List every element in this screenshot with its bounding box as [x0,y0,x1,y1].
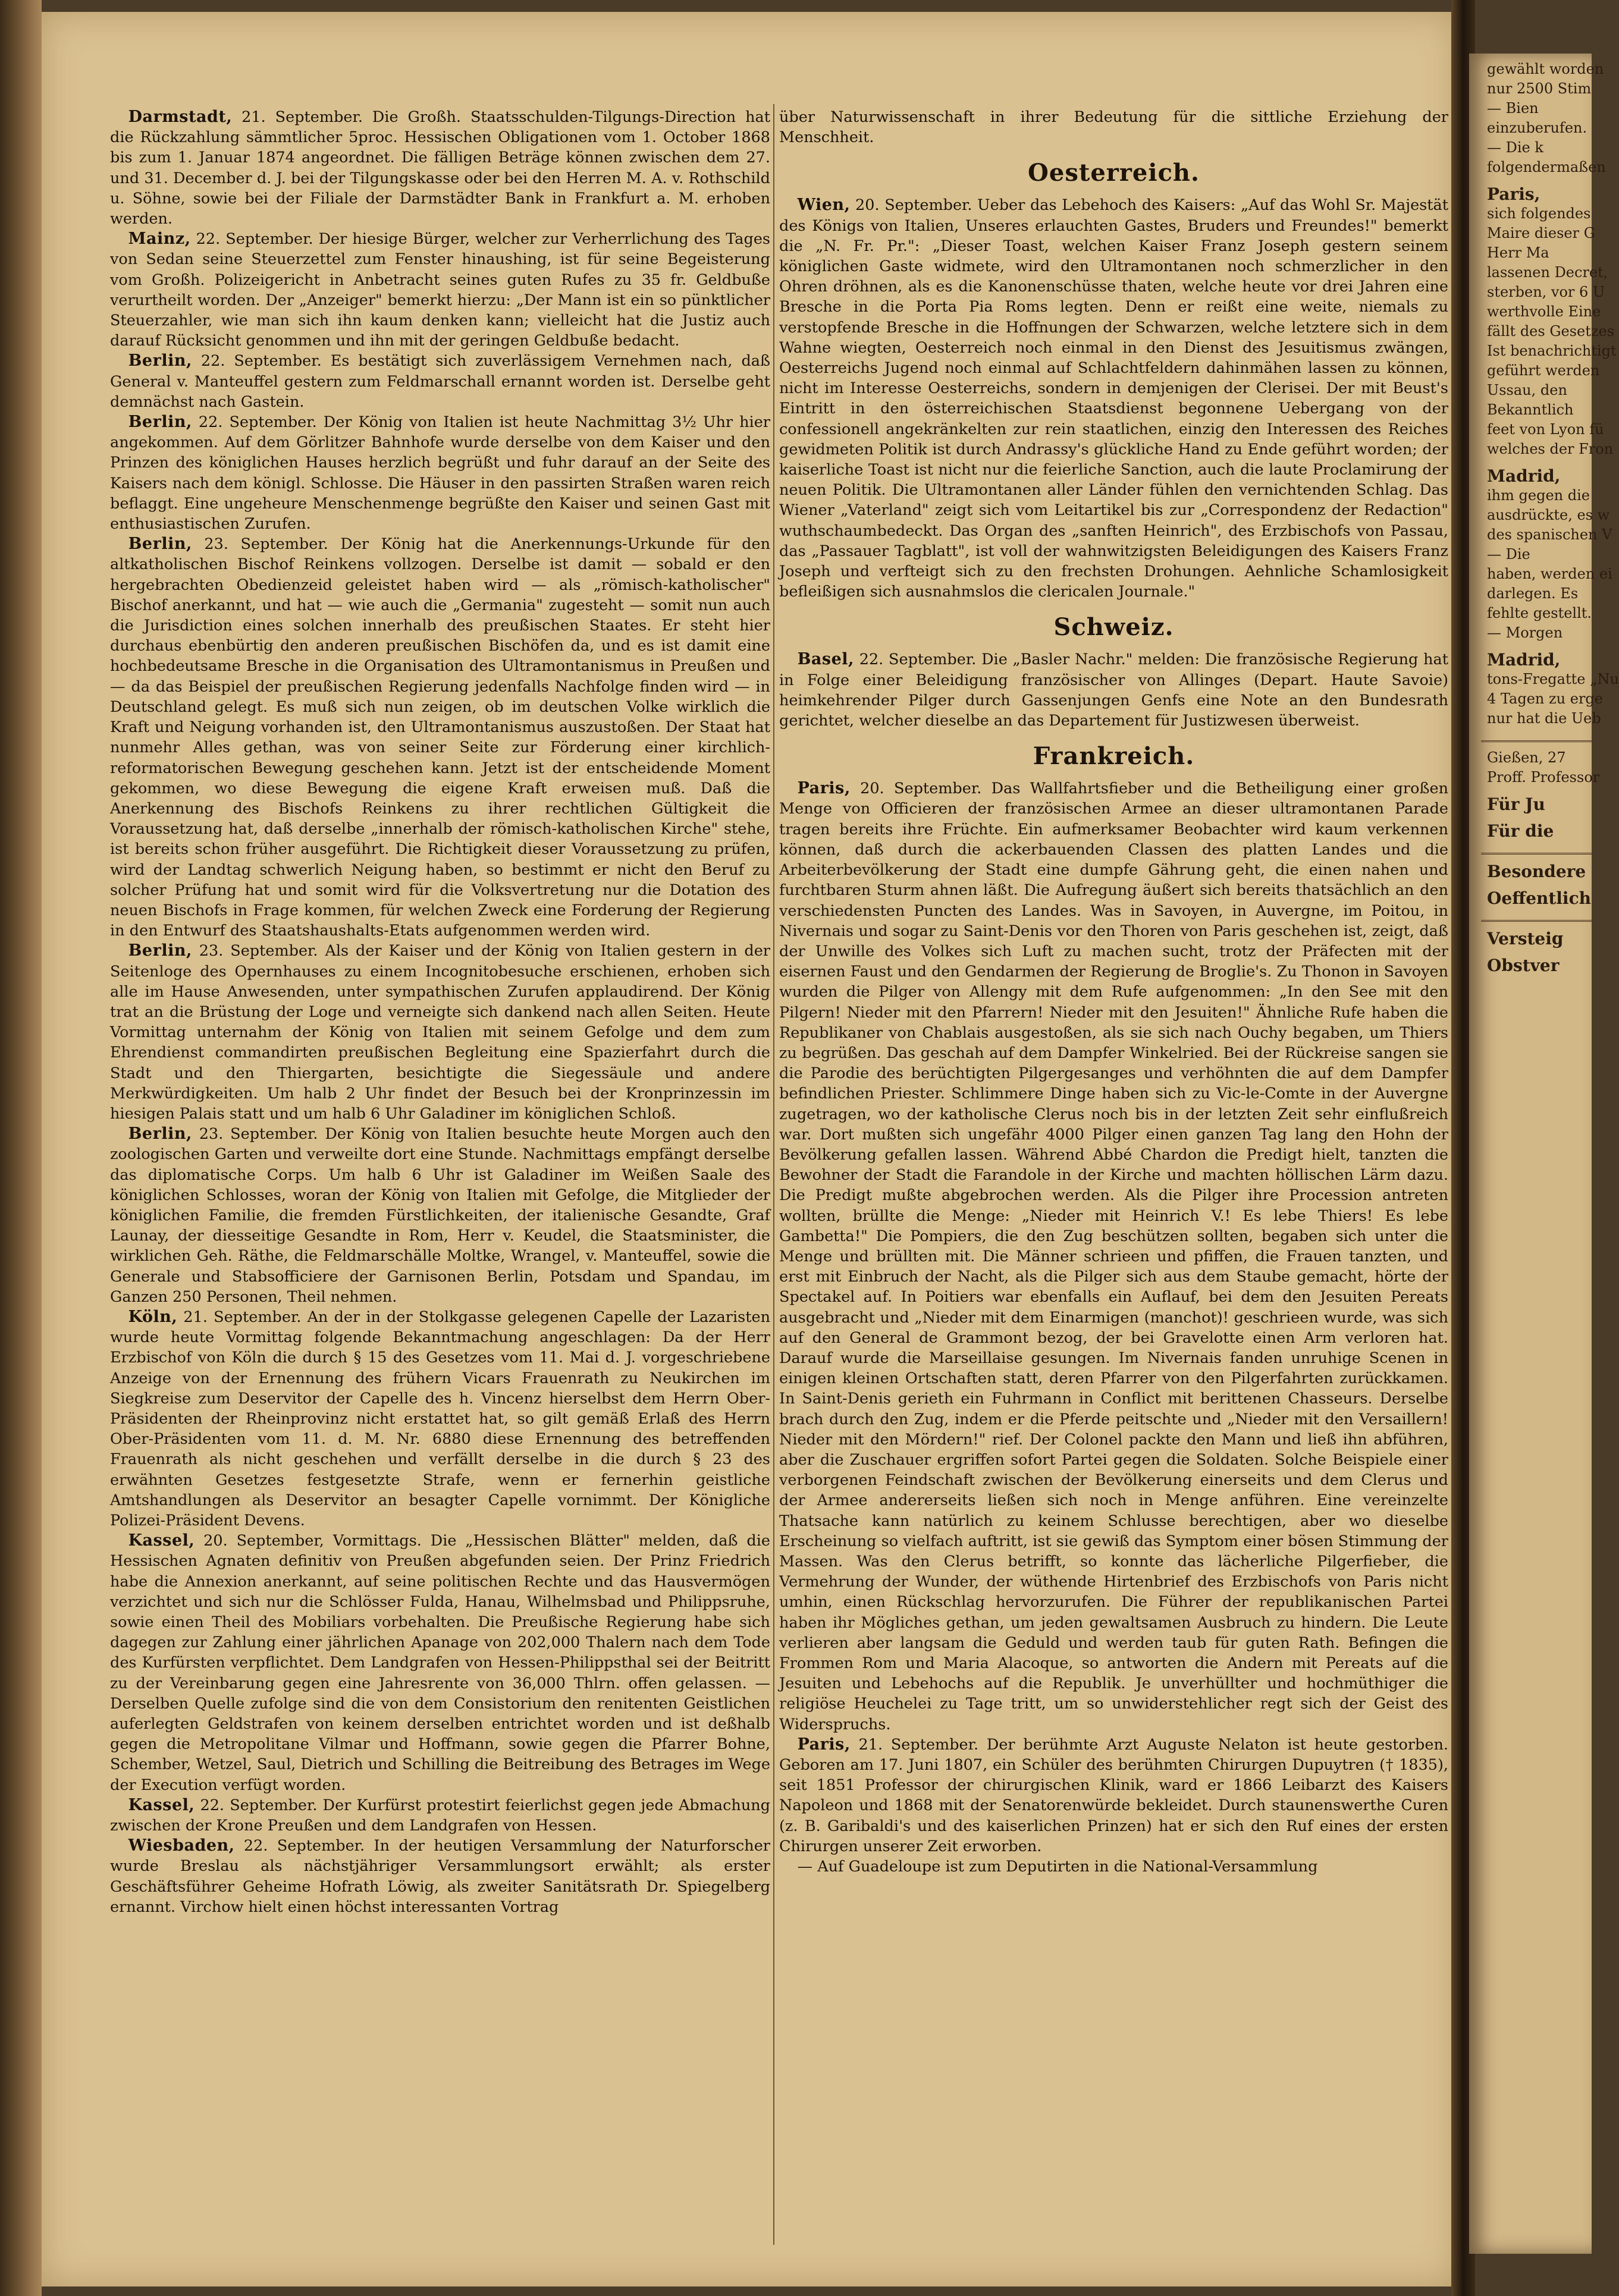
fragment-line: geführt werden [1487,362,1600,379]
article-dateline: Köln, [128,1307,178,1326]
article-dateline: Berlin, [128,351,192,370]
article-text: 20. September, Vormittags. Die „Hessischen Blätter" melden, daß die Hessischen Agnaten definitiv von Preußen abgefunden seien. Der Prinz Friedrich habe die Annexion anerkannt, auf seine politischen Rechte und das Hausvermögen verzichtet und sich nur die Schlösser Fulda, Hanau, Wilhelmsbad und Philippsruhe, sowie einen Theil des Mobiliars vorbehalten. Die Preußische Regierung habe sich dagegen zur Zahlung einer jährlichen Apanage von 202,000 Thalern nach dem Tode des Kurfürsten verpflichtet. Dem Landgrafen von Hessen-Philippsthal sei der Beitritt zu der Vereinbarung gegen eine Jahresrente von 36,000 Thlrn. offen gelassen. — Derselben Quelle zufolge sind die von dem Consistorium den renitenten Geistlichen auferlegten Geldstrafen von keinem derselben entrichtet worden und ist deßhalb gegen die Metropolitane Vilmar und Hoffmann, sowie gegen die Pfarrer Bohne, Schember, Wetzel, Saul, Dietrich und Schilling die Beitreibung des Betrages im Wege der Execution verfügt worden. [110,1532,770,1794]
article-dateline: Berlin, [128,1125,192,1144]
fragment-line: Gießen, 27 [1487,749,1566,766]
news-article [779,1735,1448,1857]
article-text: 22. September. Der hiesige Bürger, welcher zur Verherrlichung des Tages von Sedan seine Steuerzettel zum Fenster hinaushing, ist für seine Begeisterung vom Großh. Polizeigericht in Anbetracht seines guten Rufes zu 35 fr. Geldbuße verurtheilt worden. Der „Anzeiger" bemerkt hierzu: „Der Mann ist ein so pünktlicher Steuerzahler, wie man sich ihn kaum denken kann; vielleicht hat die Justiz auch darauf Rücksicht genommen und ihn mit der geringen Geldbuße bedacht. [110,230,770,350]
fragment-line: Bekanntlich [1487,401,1574,418]
fragment-line: ausdrückte, es w [1487,507,1610,523]
news-article [779,195,1448,602]
article-text: 22. September. In der heutigen Versammlung der Naturforscher wurde Breslau als nächstjähriger Versammlungsort erwählt; als erster Geschäftsführer Geheime Hofrath Löwig, als zweiter Sanitätsrath Dr. Spiegelberg ernannt. Virchow hielt einen höchst interessanten Vortrag [110,1837,770,1916]
article-text: — Auf Guadeloupe ist zum Deputirten in die National-Versammlung [797,1858,1318,1876]
news-article [779,778,1448,1735]
fragment-line: ihm gegen die [1487,487,1590,504]
article-dateline: Kassel, [128,1795,195,1814]
fragment-line: sterben, vor 6 U [1487,284,1605,300]
article-text: 21. September. Die Großh. Staatsschulden-Tilgungs-Direction hat die Rückzahlung sämmtlicher 5proc. Hessischen Obligationen vom 1. October 1868 bis zum 1. Januar 1874 angeordnet. Die fälligen Beträge können zwischen dem 27. und 31. December d. J. bei der Tilgungskasse oder bei den Herren M. A. v. Rothschild u. Söhne, sowie bei der Filiale der Darmstädter Bank in Frankfurt a. M. erhoben werden. [110,108,771,228]
news-article [110,1531,770,1795]
article-dateline: Paris, [797,779,851,798]
section-heading: Frankreich. [1033,742,1195,771]
article-dateline: Wiesbaden, [128,1836,235,1855]
fragment-line: — Die [1487,546,1530,563]
news-article [110,1307,770,1531]
article-dateline: Berlin, [128,413,192,432]
fragment-line: 4 Tagen zu erge [1487,690,1603,707]
article-dateline: Mainz, [128,230,191,249]
article-text: 22. September. Der König von Italien ist heute Nachmittag 3½ Uhr hier angekommen. Auf dem Görlitzer Bahnhofe wurde derselbe von dem Kaiser und den Prinzen des königlichen Hauses herzlich begrüßt und fuhr darauf an der Seite des Kaisers nach dem königl. Schlosse. Die Häuser in den passirten Straßen waren reich beflaggt. Eine ungeheure Menschenmenge begrüßte den Kaiser und seinen Gast mit enthusiastischen Zurufen. [110,413,770,533]
article-dateline: Kassel, [128,1531,195,1550]
news-article [110,107,770,229]
fragment-line: folgendermaßen [1487,159,1606,175]
fragment-line: haben, werden ei [1487,566,1612,582]
news-article [110,1836,770,1917]
rule-line [1481,853,1592,855]
fragment-line: Für Ju [1487,794,1545,814]
fragment-line: Besondere [1487,862,1586,881]
fragment-line: Herr Ma [1487,244,1549,261]
news-article [779,1857,1448,1877]
fragment-line: Versteig [1487,929,1564,948]
news-article [110,412,770,534]
fragment-line: — Bien [1487,100,1539,117]
article-dateline: Berlin, [128,941,192,960]
news-article [110,534,770,941]
fragment-line: des spanischen V [1487,526,1612,543]
news-article [110,351,770,412]
fragment-line: Obstver [1487,956,1560,975]
article-text: 20. September. Ueber das Lebehoch des Kaisers: „Auf das Wohl Sr. Majestät des Königs von Italien, Unseres erlauchten Gastes, Bruders und Freundes!" bemerkt die „N. Fr. Pr.": „Dieser Toast, welchen Kaiser Franz Joseph gestern seinem königlichen Gaste widmete, wird den Ultramontanen noch schmerzlicher in den Ohren dröhnen, als es die Kanonenschüsse thaten, welche heute vor drei Jahren eine Bresche in die Porta Pia Roms legten. Denn er reißt eine weite, niemals zu verstopfende Bresche in die Hoffnungen der Schwarzen, welche letztere sich in dem Wahne wiegten, Oesterreich noch einmal in den Dienst des Jesuitismus zwängen, Oesterreichs Jugend noch einmal auf Schlachtfeldern dahinmähen lassen zu können, nicht im Interesse Oesterreichs, sondern in demjenigen der Clerisei. Der mit Beust's Eintritt in den österreichischen Staatsdienst begonnene Uebergang von der confessionell angekränkelten zur rein staatlichen, einzig den Interessen des Reiches gewidmeten Politik ist durch Andrassy's glückliche Hand zu Ende geführt worden; der kaiserliche Toast ist nicht nur die feierliche Sanction, auch die laute Proclamirung der neuen Politik. Die Ultramontanen aller Länder fühlen den vernichtenden Schlag. Das Wiener „Vaterland" zeigt sich vom Leitartikel bis zur „Correspondenz der Redaction" wuthschaumbedeckt. Das Organ des „sanften Heinrich", des Erzbischofs von Passau, das „Passauer Tagblatt", ist voll der wahnwitzigsten Beleidigungen des Kaisers Franz Joseph und verfteigt sich zu den frechsten Drohungen. Aehnliche Schamlosigkeit befleißigen sich ausnahmslos die clericalen Journale." [779,196,1448,601]
adjacent-page-text [1469,54,1619,975]
article-text: 23. September. Der König von Italien besuchte heute Morgen auch den zoologischen Garten und verweilte dort eine Stunde. Nachmittags empfängt derselbe das diplomatische Corps. Um halb 6 Uhr ist Galadiner im Weißen Saale des königlichen Schlosses, woran der König von Italien mit Gefolge, die Mitglieder der königlichen Familie, die fremden Fürstlichkeiten, der italienische Gesandte, Graf Launay, der diesseitige Gesandte in Rom, Herr v. Keudel, die Staatsminister, die wirklichen Geh. Räthe, die Feldmarschälle Moltke, Wrangel, v. Manteuffel, sowie die Generale und Stabsofficiere der Garnisonen Berlin, Potsdam und Spandau, im Ganzen 250 Personen, Theil nehmen. [110,1125,771,1306]
fragment-line: fällt des Gesetzes [1487,323,1615,340]
article-dateline: Berlin, [128,535,192,554]
fragment-line: fehlte gestellt. [1487,605,1592,621]
news-article [110,229,770,351]
article-text: 21. September. Der berühmte Arzt Auguste Nelaton ist heute gestorben. Geboren am 17. Juni 1807, ein Schüler des berühmten Chirurgen Dupuytren († 1835), seit 1851 Professor der chirurgischen Klinik, ward er 1866 Leibarzt des Kaisers Napoleon und 1868 mit der Senatorenwürde bekleidet. Durch staunenswerthe Curen (z. B. Garibaldi's und des kaiserlichen Prinzen) hat er sich den Ruf eines der ersten Chirurgen unserer Zeit erworben. [779,1735,1448,1855]
fragment-line: Paris, [1487,184,1540,204]
article-dateline: Darmstadt, [128,108,233,126]
fragment-line: nur hat die Ueb [1487,710,1601,727]
article-dateline: Wien, [797,196,851,215]
fragment-line: werthvolle Eine [1487,303,1601,320]
left-column [110,107,770,2260]
fragment-line: Madrid, [1487,466,1561,486]
fragment-line: gewählt worden [1487,61,1604,77]
article-text: 22. September. Der Kurfürst protestirt feierlichst gegen jede Abmachung zwischen der Krone Preußen und dem Landgrafen von Hessen. [110,1796,770,1835]
fragment-line: Proff. Professor [1487,769,1600,786]
fragment-line: feet von Lyon fü [1487,421,1604,438]
rule-line [1481,740,1592,742]
article-dateline: Basel, [797,650,854,669]
news-article [110,1124,770,1307]
article-text: 23. September. Der König hat die Anerkennungs-Urkunde für den altkatholischen Bischof Reinkens vollzogen. Derselbe ist damit — sobald er den hergebrachten Obedienzeid geleistet haben wird — als „römisch-katholischer" Bischof anerkannt, und hat — wie auch die „Germania" zugesteht — somit nun auch die Jurisdiction eines solchen innerhalb des preußischen Staates. Er steht hier durchaus ebenbürtig den anderen preußischen Bischöfen da, und es ist damit eine hochbedeutsame Bresche in die Organisation des Ultramontanismus in Preußen und — da das Beispiel der preußischen Regierung jedenfalls Nachfolge finden wird — in Deutschland gelegt. Es muß sich nun zeigen, ob im deutschen Volke wirklich die Kraft und Neigung vorhanden ist, den Ultramontanismus auszustoßen. Der Staat hat nunmehr Alles gethan, was von seiner Seite zur Förderung einer kirchlich-reformatorischen Bewegung geschehen kann. Jetzt ist der entscheidende Moment gekommen, wo diese Bewegung die eigene Kraft erweisen muß. Daß die Anerkennung des Bischofs Reinkens zu ihrer rechtlichen Gültigkeit die Voraussetzung hat, daß derselbe „innerhalb der römisch-katholischen Kirche" stehe, ist bereits schon früher ausgeführt. Die Richtigkeit dieser Voraussetzung zu prüfen, wird der Landtag schwerlich Neigung haben, so bestimmt er nicht den Beruf zu solcher Prüfung hat und somit wird für die Volksvertretung nur die Dotation des neuen Bischofs in Frage kommen, für welchen Zweck eine Forderung der Regierung in den Entwurf des Staatshaushalts-Etats aufgenommen werden wird. [110,535,770,940]
book-binding [0,0,42,2296]
fragment-line: Ist benachrichtigt [1487,343,1617,359]
fragment-line: Oeffentlich [1487,888,1591,908]
continued-text: über Naturwissenschaft in ihrer Bedeutung für die sittliche Erziehung der Menschheit. [779,108,1448,147]
fragment-line: sich folgendes [1487,205,1591,222]
article-dateline: Paris, [797,1735,851,1754]
article-text: 23. September. Als der Kaiser und der König von Italien gestern in der Seitenloge des Opernhauses zu einem Incognitobesuche erschienen, erhoben sich alle im Hause Anwesenden, unter sympathischen Zurufen applaudirend. Der König trat an die Brüstung der Loge und verneigte sich dankend nach allen Seiten. Heute Vormittag unternahm der König von Italien mit seinem Gefolge und dem zum Ehrendienst commandirten preußischen Begleitung eine Spazierfahrt durch die Stadt und den Thiergarten, besichtigte die Siegessäule und andere Merkwürdigkeiten. Um halb 2 Uhr findet der Besuch bei der Kronprinzessin im hiesigen Palais statt und um halb 6 Uhr Galadiner im königlichen Schloß. [110,942,770,1123]
fragment-line: Für die [1487,821,1554,841]
fragment-line: Ussau, den [1487,382,1567,398]
column-divider [773,104,774,2245]
article-text: 22. September. Die „Basler Nachr." melden: Die französische Regierung hat in Folge einer Beleidigung französischer von Allinges (Depart. Haute Savoie) heimkehrender Pilger durch Gassenjungen Genfs eine Note an den Bundesrath gerichtet, welcher dieselbe an das Departement für Justizwesen überweist. [779,651,1448,730]
fragment-line: welches der Fron [1487,441,1614,457]
rule-line [1481,920,1592,922]
fragment-line: nur 2500 Stim [1487,80,1592,97]
fragment-line: Madrid, [1487,650,1561,670]
news-article [110,1795,770,1836]
fragment-line: tons-Fregatte „Nu [1487,671,1619,687]
fragment-line: — Morgen [1487,624,1563,641]
fragment-line: darlegen. Es [1487,585,1579,602]
article-text: 20. September. Das Wallfahrtsfieber und die Betheiligung einer großen Menge von Officieren der französischen Armee an dieser ultramontanen Parade tragen bereits ihre Früchte. Ein aufmerksamer Beobachter wird kaum verkennen können, daß durch die ackerbauenden Classen des platten Landes und die Arbeiterbevölkerung der Stadt eine dumpfe Gährung geht, die einen nahen und furchtbaren Sturm ahnen läßt. Die Aufregung äußert sich bereits thatsächlich an den verschiedensten Puncten des Landes. Was in Savoyen, in Auvergne, im Poitou, in Nivernais und sogar zu Saint-Denis vor den Thoren von Paris geschehen ist, zeigt, daß der Unwille des Volkes sich Luft zu machen sucht, trotz der Präfecten mit der eisernen Faust und den Gendarmen der Regierung de Broglie's. Zu Thonon in Savoyen wurden die Pilger von Allengy mit dem Rufe aufgenommen: „In den See mit den Pilgern! Nieder mit den Pfarrern! Nieder mit den Jesuiten!" Ähnliche Rufe haben die Republikaner von Chablais ausgestoßen, als sie sich nach Ouchy begaben, um Thiers zu begrüßen. Das geschah auf dem Dampfer Winkelried. Bei der Rückreise sangen sie die Parodie des berüchtigten Pilgergesanges und verhöhnten die auf dem Dampfer befindlichen Priester. Schlimmere Dinge haben sich zu Vic-le-Comte in der Auvergne zugetragen, wo der katholische Clerus noch bis in der letzten Zeit sehr einflußreich war. Dort mußten sich ungefähr 4000 Pilger einen ganzen Tag lang den Hohn der Bevölkerung gefallen lassen. Während Abbé Chardon die Predigt hielt, tanzten die Bewohner der Stadt die Farandole in der Kirche und machten höllischen Lärm dazu. Die Predigt mußte abgebrochen werden. Als die Pilger ihre Procession antreten wollten, brüllte die Menge: „Nieder mit Heinrich V.! Es lebe Thiers! Es lebe Gambetta!" Die Pompiers, die den Zug beschützen sollten, begaben sich unter die Menge und brüllten mit. Die Männer schrieen und pfiffen, die Frauen tanzten, und erst mit Einbruch der Nacht, als die Pilger sich aus dem Staube gemacht, hörte der Spectakel auf. In Poitiers war ebenfalls ein Auflauf, bei dem den Jesuiten Pereats ausgebracht und „Nieder mit dem Einarmigen (manchot)! geschrieen wurde, was sich auf den General de Grammont bezog, der bei Gravelotte einen Arm verloren hat. Darauf wurde die Marseillaise gesungen. Im Nivernais fanden unruhige Scenen in einigen kleinen Ortschaften statt, deren Pfarrer von den Pilgerfahrten zurückkamen. In Saint-Denis gerieth ein Fuhrmann in Conflict mit berittenen Chasseurs. Derselbe brach durch den Zug, indem er die Pferde peitschte und „Nieder mit den Versaillern! Nieder mit den Mördern!" rief. Der Colonel packte den Mann und ließ ihn abführen, aber die Zuschauer ergriffen sofort Partei gegen die Soldaten. Solche Beispiele einer verborgenen Feindschaft zwischen der Bevölkerung einerseits und dem Clerus und der Armee andererseits ließen sich noch in Menge anführen. Eine vereinzelte Thatsache kann natürlich zu keinem Schlusse berechtigen, aber wo dieselbe Erscheinung so vielfach auftritt, ist sie gewiß das Symptom einer bösen Stimmung der Massen. Was den Clerus betrifft, so konnte das lächerliche Pilgerfieber, die Vermehrung der Wunder, der wüthende Hirtenbrief des Erzbischofs von Paris nicht umhin, einen Rückschlag hervorzurufen. Die Führer der republikanischen Partei haben ihr Mögliches gethan, um jeden gewaltsamen Ausbruch zu hindern. Die Leute verlieren aber langsam die Geduld und werden taub für guten Rath. Befingen die Frommen Rom und Maria Alacoque, so antworten die Andern mit Pereats auf die Jesuiten und Lebehochs auf die Republik. Je unverhüllter und hochmüthiger die religiöse Heuchelei zu Tage tritt, um so unwiderstehlicher regt sich der Geist des Widerspruchs. [779,780,1448,1733]
news-article [110,941,770,1124]
adjacent-page [1469,54,1619,2254]
article-text: 21. September. An der in der Stolkgasse gelegenen Capelle der Lazaristen wurde heute Vormittag folgende Bekanntmachung angeschlagen: Da der Herr Erzbischof von Köln die durch § 15 des Gesetzes vom 11. Mai d. J. vorgeschriebene Anzeige von der Ernennung des frühern Vicars Frauenrath zu Neukirchen im Siegkreise zum Deservitor der Capelle des h. Vincenz hierselbst dem Herrn Ober-Präsidenten der Rheinprovinz nicht erstattet hat, so gilt gemäß Erlaß des Herrn Ober-Präsidenten vom 11. d. M. Nr. 6880 diese Ernennung des betreffenden Frauenrath als nicht geschehen und verfällt derselbe in die durch § 23 des erwähnten Gesetzes festgesetzte Strafe, wenn er fernerhin geistliche Amtshandlungen als Deservitor an besagter Capelle vornimmt. Der Königliche Polizei-Präsident Devens. [110,1308,771,1530]
news-article [779,649,1448,731]
section-heading: Oesterreich. [1028,159,1200,187]
fragment-line: lassenen Decret, [1487,264,1608,281]
fragment-line: — Die k [1487,139,1543,156]
fragment-line: Maire dieser G [1487,225,1595,241]
article-text: 22. September. Es bestätigt sich zuverlässigem Vernehmen nach, daß General v. Manteuffel gestern zum Feldmarschall ernannt worden ist. Derselbe geht demnächst nach Gastein. [110,352,771,411]
section-heading: Schweiz. [1053,613,1174,642]
middle-column [779,107,1448,2260]
fragment-line: einzuberufen. [1487,120,1587,136]
